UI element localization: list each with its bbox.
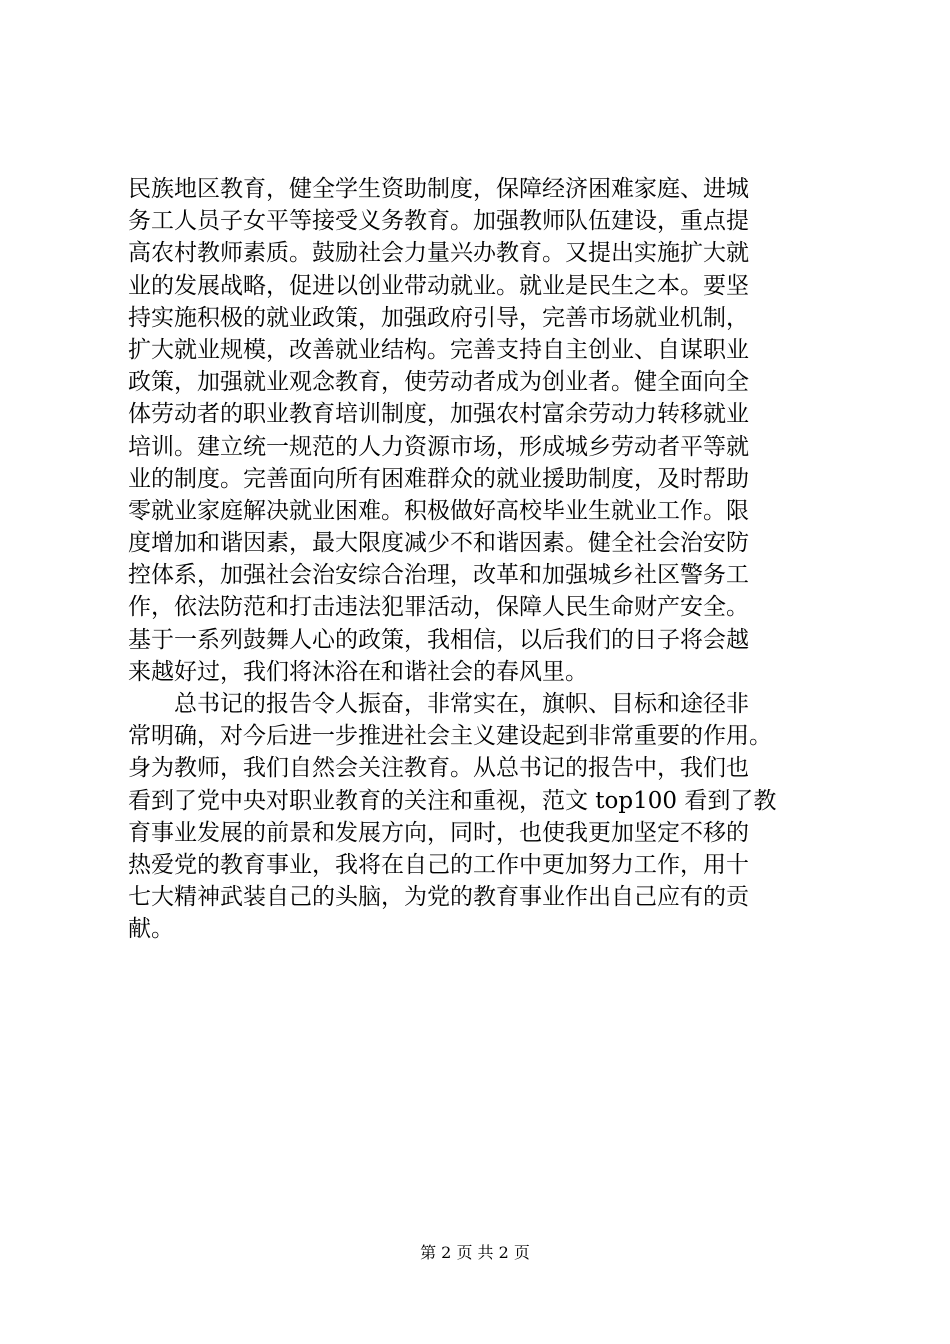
text-line: 度增加和谐因素，最大限度减少不和谐因素。健全社会治安防 bbox=[128, 530, 749, 557]
text-line: 扩大就业规模，改善就业结构。完善支持自主创业、自谋职业 bbox=[128, 336, 749, 363]
text-line: 控体系，加强社会治安综合治理，改革和加强城乡社区警务工 bbox=[128, 562, 749, 589]
text-line: 基于一系列鼓舞人心的政策，我相信，以后我们的日子将会越 bbox=[128, 626, 749, 653]
text-line: 体劳动者的职业教育培训制度，加强农村富余劳动力转移就业 bbox=[128, 401, 749, 428]
text-line: 身为教师，我们自然会关注教育。从总书记的报告中，我们也 bbox=[128, 755, 749, 782]
text-line: 育事业发展的前景和发展方向，同时，也使我更加坚定不移的 bbox=[128, 819, 749, 846]
text-line: 零就业家庭解决就业困难。积极做好高校毕业生就业工作。限 bbox=[128, 497, 749, 524]
text-line: 献。 bbox=[128, 916, 174, 943]
text-line: 培训。建立统一规范的人力资源市场，形成城乡劳动者平等就 bbox=[128, 433, 749, 460]
text-line: 务工人员子女平等接受义务教育。加强教师队伍建设，重点提 bbox=[128, 208, 749, 235]
text-line: 七大精神武装自己的头脑，为党的教育事业作出自己应有的贡 bbox=[128, 884, 749, 911]
text-line: 持实施积极的就业政策，加强政府引导，完善市场就业机制， bbox=[128, 304, 749, 331]
text-line: 高农村教师素质。鼓励社会力量兴办教育。又提出实施扩大就 bbox=[128, 240, 749, 267]
text-line: 热爱党的教育事业，我将在自己的工作中更加努力工作，用十 bbox=[128, 851, 749, 878]
document-body bbox=[128, 173, 828, 946]
text-line: 业的发展战略，促进以创业带动就业。就业是民生之本。要坚 bbox=[128, 272, 749, 299]
text-line: 总书记的报告令人振奋，非常实在，旗帜、目标和途径非 bbox=[174, 691, 749, 717]
paragraph-2 bbox=[128, 688, 828, 946]
page-footer bbox=[0, 1241, 950, 1265]
text-line: 政策，加强就业观念教育，使劳动者成为创业者。健全面向全 bbox=[128, 369, 749, 396]
text-line: 看到了党中央对职业教育的关注和重视，范文 top100 看到了教 bbox=[128, 787, 777, 814]
page-number: 第 2 页 共 2 页 bbox=[420, 1243, 530, 1262]
paragraph-1 bbox=[128, 173, 828, 688]
text-line: 来越好过，我们将沐浴在和谐社会的春风里。 bbox=[128, 658, 588, 685]
text-line: 民族地区教育，健全学生资助制度，保障经济困难家庭、进城 bbox=[128, 176, 749, 202]
text-line: 常明确，对今后进一步推进社会主义建设起到非常重要的作用。 bbox=[128, 723, 772, 750]
text-line: 业的制度。完善面向所有困难群众的就业援助制度，及时帮助 bbox=[128, 465, 749, 492]
text-line: 作，依法防范和打击违法犯罪活动，保障人民生命财产安全。 bbox=[128, 594, 749, 621]
